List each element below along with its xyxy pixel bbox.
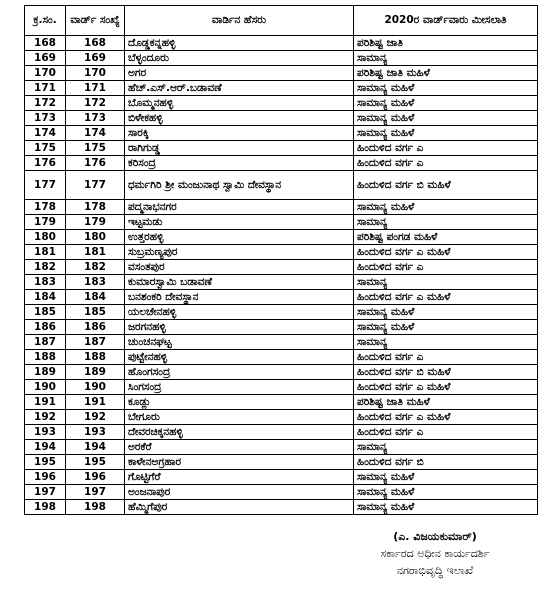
sl-no-cell: 177 xyxy=(25,171,66,200)
table-row xyxy=(25,395,538,410)
ward-no-cell: 193 xyxy=(66,425,125,440)
reservation-cell: ಸಾಮಾನ್ಯ ಮಹಿಳೆ xyxy=(354,485,538,500)
reservation-cell: ಸಾಮಾನ್ಯ ಮಹಿಳೆ xyxy=(354,111,538,126)
sl-no-cell: 198 xyxy=(25,500,66,515)
ward-name-cell: ಸಿಂಗಸಂದ್ರ xyxy=(125,380,354,395)
sl-no-cell: 183 xyxy=(25,275,66,290)
ward-name-cell: ಅಂಜನಾಪುರ xyxy=(125,485,354,500)
ward-name-cell: ಅರಕೆರೆ xyxy=(125,440,354,455)
table-row xyxy=(25,380,538,395)
sl-no-cell: 174 xyxy=(25,126,66,141)
sl-no-cell: 182 xyxy=(25,260,66,275)
reservation-cell: ಹಿಂದುಳಿದ ವರ್ಗ ಎ ಮಹಿಳೆ xyxy=(354,245,538,260)
header-reservation: 2020ರ ವಾರ್ಡ್‌ವಾರು ಮೀಸಲಾತಿ xyxy=(354,6,538,36)
ward-no-cell: 192 xyxy=(66,410,125,425)
sl-no-cell: 172 xyxy=(25,96,66,111)
table-row xyxy=(25,470,538,485)
reservation-cell: ಹಿಂದುಳಿದ ವರ್ಗ ಬಿ ಮಹಿಳೆ xyxy=(354,171,538,200)
ward-name-cell: ಕರಿಸಂದ್ರ xyxy=(125,156,354,171)
ward-name-cell: ರಾಗಿಗುಡ್ಡ xyxy=(125,141,354,156)
table-row xyxy=(25,96,538,111)
reservation-cell: ಹಿಂದುಳಿದ ವರ್ಗ ಎ ಮಹಿಳೆ xyxy=(354,380,538,395)
ward-no-cell: 178 xyxy=(66,200,125,215)
ward-no-cell: 170 xyxy=(66,66,125,81)
ward-no-cell: 168 xyxy=(66,36,125,51)
ward-no-cell: 198 xyxy=(66,500,125,515)
sl-no-cell: 190 xyxy=(25,380,66,395)
table-row xyxy=(25,425,538,440)
table-body xyxy=(25,36,538,515)
reservation-cell: ಹಿಂದುಳಿದ ವರ್ಗ ಎ xyxy=(354,425,538,440)
ward-no-cell: 179 xyxy=(66,215,125,230)
header-ward-no: ವಾರ್ಡ್ ಸಂಖ್ಯೆ xyxy=(66,6,125,36)
table-row xyxy=(25,305,538,320)
sl-no-cell: 178 xyxy=(25,200,66,215)
table-row xyxy=(25,350,538,365)
ward-no-cell: 175 xyxy=(66,141,125,156)
reservation-cell: ಸಾಮಾನ್ಯ ಮಹಿಳೆ xyxy=(354,81,538,96)
sl-no-cell: 193 xyxy=(25,425,66,440)
ward-name-cell: ಧರ್ಮಗಿರಿ ಶ್ರೀ ಮಂಜುನಾಥ ಸ್ವಾಮಿ ದೇವಸ್ಥಾನ xyxy=(125,171,354,200)
ward-reservation-table xyxy=(24,5,538,515)
header-sl-no: ಕ್ರ.ಸಂ. xyxy=(25,6,66,36)
sl-no-cell: 181 xyxy=(25,245,66,260)
table-row xyxy=(25,36,538,51)
ward-name-cell: ದೊಡ್ಡಕನ್ನಹಳ್ಳಿ xyxy=(125,36,354,51)
ward-name-cell: ದೇವರಚಿಕ್ಕನಹಳ್ಳಿ xyxy=(125,425,354,440)
reservation-cell: ಸಾಮಾನ್ಯ ಮಹಿಳೆ xyxy=(354,200,538,215)
table-row xyxy=(25,455,538,470)
ward-name-cell: ವಸಂತಪುರ xyxy=(125,260,354,275)
table-row xyxy=(25,66,538,81)
sl-no-cell: 191 xyxy=(25,395,66,410)
table-row xyxy=(25,81,538,96)
sl-no-cell: 189 xyxy=(25,365,66,380)
sl-no-cell: 192 xyxy=(25,410,66,425)
ward-name-cell: ಬೊಮ್ಮನಹಳ್ಳಿ xyxy=(125,96,354,111)
table-row xyxy=(25,245,538,260)
ward-name-cell: ಬೆಳ್ಳಂದೂರು xyxy=(125,51,354,66)
sl-no-cell: 171 xyxy=(25,81,66,96)
ward-no-cell: 174 xyxy=(66,126,125,141)
ward-no-cell: 187 xyxy=(66,335,125,350)
ward-no-cell: 197 xyxy=(66,485,125,500)
ward-name-cell: ಜರಗನಹಳ್ಳಿ xyxy=(125,320,354,335)
table-row xyxy=(25,365,538,380)
sl-no-cell: 196 xyxy=(25,470,66,485)
reservation-cell: ಹಿಂದುಳಿದ ವರ್ಗ ಎ xyxy=(354,156,538,171)
ward-no-cell: 176 xyxy=(66,156,125,171)
header-ward-name: ವಾರ್ಡಿನ ಹೆಸರು xyxy=(125,6,354,36)
signatory-designation: ಸರ್ಕಾರದ ಅಧೀನ ಕಾರ್ಯದರ್ಶಿ xyxy=(380,547,490,560)
ward-no-cell: 171 xyxy=(66,81,125,96)
ward-name-cell: ಹೆಮ್ಮಿಗೆಪುರ xyxy=(125,500,354,515)
ward-name-cell: ಹೆಚ್.ಎಸ್.ಆರ್.ಬಡಾವಣೆ xyxy=(125,81,354,96)
reservation-cell: ಸಾಮಾನ್ಯ xyxy=(354,275,538,290)
reservation-cell: ಹಿಂದುಳಿದ ವರ್ಗ ಎ ಮಹಿಳೆ xyxy=(354,290,538,305)
ward-no-cell: 172 xyxy=(66,96,125,111)
ward-no-cell: 190 xyxy=(66,380,125,395)
ward-no-cell: 181 xyxy=(66,245,125,260)
ward-no-cell: 186 xyxy=(66,320,125,335)
ward-name-cell: ಕುಮಾರಸ್ವಾಮಿ ಬಡಾವಣೆ xyxy=(125,275,354,290)
reservation-cell: ಸಾಮಾನ್ಯ xyxy=(354,440,538,455)
sl-no-cell: 188 xyxy=(25,350,66,365)
reservation-cell: ಪರಿಶಿಷ್ಟ ಜಾತಿ ಮಹಿಳೆ xyxy=(354,66,538,81)
ward-no-cell: 180 xyxy=(66,230,125,245)
sl-no-cell: 187 xyxy=(25,335,66,350)
ward-name-cell: ಸಾರಕ್ಕಿ xyxy=(125,126,354,141)
sl-no-cell: 173 xyxy=(25,111,66,126)
reservation-cell: ಹಿಂದುಳಿದ ವರ್ಗ ಎ ಮಹಿಳೆ xyxy=(354,410,538,425)
reservation-cell: ಪರಿಶಿಷ್ಟ ಪಂಗಡ ಮಹಿಳೆ xyxy=(354,230,538,245)
reservation-cell: ಹಿಂದುಳಿದ ವರ್ಗ ಎ xyxy=(354,260,538,275)
table-row xyxy=(25,320,538,335)
ward-name-cell: ಚುಂಚನಘಟ್ಟ xyxy=(125,335,354,350)
ward-no-cell: 183 xyxy=(66,275,125,290)
reservation-cell: ಸಾಮಾನ್ಯ ಮಹಿಳೆ xyxy=(354,470,538,485)
reservation-cell: ಸಾಮಾನ್ಯ xyxy=(354,51,538,66)
table-row xyxy=(25,156,538,171)
table-row xyxy=(25,485,538,500)
ward-name-cell: ಹೊಂಗಸಂದ್ರ xyxy=(125,365,354,380)
sl-no-cell: 180 xyxy=(25,230,66,245)
ward-no-cell: 195 xyxy=(66,455,125,470)
ward-no-cell: 182 xyxy=(66,260,125,275)
reservation-cell: ಹಿಂದುಳಿದ ವರ್ಗ ಎ xyxy=(354,141,538,156)
sl-no-cell: 185 xyxy=(25,305,66,320)
ward-name-cell: ಅಗರ xyxy=(125,66,354,81)
ward-name-cell: ಗೊಟ್ಟಿಗೆರೆ xyxy=(125,470,354,485)
ward-no-cell: 184 xyxy=(66,290,125,305)
table-row xyxy=(25,440,538,455)
ward-no-cell: 189 xyxy=(66,365,125,380)
ward-name-cell: ಸುಬ್ರಮಣ್ಯಪುರ xyxy=(125,245,354,260)
sl-no-cell: 169 xyxy=(25,51,66,66)
sl-no-cell: 186 xyxy=(25,320,66,335)
reservation-cell: ಸಾಮಾನ್ಯ ಮಹಿಳೆ xyxy=(354,126,538,141)
reservation-cell: ಸಾಮಾನ್ಯ ಮಹಿಳೆ xyxy=(354,500,538,515)
table-row xyxy=(25,500,538,515)
ward-name-cell: ಪದ್ಮನಾಭನಗರ xyxy=(125,200,354,215)
table-row xyxy=(25,215,538,230)
sl-no-cell: 176 xyxy=(25,156,66,171)
reservation-cell: ಪರಿಶಿಷ್ಟ ಜಾತಿ ಮಹಿಳೆ xyxy=(354,395,538,410)
table-header-row xyxy=(25,6,538,36)
table-row xyxy=(25,200,538,215)
ward-no-cell: 194 xyxy=(66,440,125,455)
signature-block xyxy=(330,529,540,579)
ward-no-cell: 173 xyxy=(66,111,125,126)
table-row xyxy=(25,275,538,290)
reservation-cell: ಹಿಂದುಳಿದ ವರ್ಗ ಎ xyxy=(354,350,538,365)
table-row xyxy=(25,171,538,200)
reservation-cell: ಸಾಮಾನ್ಯ ಮಹಿಳೆ xyxy=(354,96,538,111)
ward-name-cell: ಬನಶಂಕರಿ ದೇವಸ್ಥಾನ xyxy=(125,290,354,305)
sl-no-cell: 179 xyxy=(25,215,66,230)
reservation-cell: ಸಾಮಾನ್ಯ ಮಹಿಳೆ xyxy=(354,305,538,320)
ward-name-cell: ಉತ್ತರಹಳ್ಳಿ xyxy=(125,230,354,245)
sl-no-cell: 170 xyxy=(25,66,66,81)
table-row xyxy=(25,260,538,275)
ward-no-cell: 177 xyxy=(66,171,125,200)
ward-name-cell: ಕೂಡ್ಲು xyxy=(125,395,354,410)
ward-name-cell: ಬಿಳೇಕಹಳ್ಳಿ xyxy=(125,111,354,126)
table-row xyxy=(25,230,538,245)
sl-no-cell: 197 xyxy=(25,485,66,500)
sl-no-cell: 184 xyxy=(25,290,66,305)
sl-no-cell: 175 xyxy=(25,141,66,156)
table-row xyxy=(25,290,538,305)
table-row xyxy=(25,410,538,425)
table-row xyxy=(25,126,538,141)
signatory-name: (ಎ. ವಿಜಯಕುಮಾರ್) xyxy=(393,530,477,543)
ward-name-cell: ಯಲಚೇನಹಳ್ಳಿ xyxy=(125,305,354,320)
table-row xyxy=(25,51,538,66)
ward-no-cell: 188 xyxy=(66,350,125,365)
ward-name-cell: ಕಾಳೇನಅಗ್ರಹಾರ xyxy=(125,455,354,470)
sl-no-cell: 194 xyxy=(25,440,66,455)
table-row xyxy=(25,141,538,156)
reservation-cell: ಪರಿಶಿಷ್ಟ ಜಾತಿ xyxy=(354,36,538,51)
ward-no-cell: 191 xyxy=(66,395,125,410)
reservation-cell: ಸಾಮಾನ್ಯ xyxy=(354,335,538,350)
ward-name-cell: ಇಟ್ಟಮಡು xyxy=(125,215,354,230)
reservation-cell: ಹಿಂದುಳಿದ ವರ್ಗ ಬಿ ಮಹಿಳೆ xyxy=(354,365,538,380)
ward-name-cell: ಪುಟ್ಟೇನಹಳ್ಳಿ xyxy=(125,350,354,365)
ward-name-cell: ಬೇಗೂರು xyxy=(125,410,354,425)
sl-no-cell: 195 xyxy=(25,455,66,470)
signatory-department: ನಗರಾಭಿವೃದ್ಧಿ ಇಲಾಖೆ xyxy=(396,564,474,577)
reservation-cell: ಸಾಮಾನ್ಯ xyxy=(354,215,538,230)
table-row xyxy=(25,111,538,126)
sl-no-cell: 168 xyxy=(25,36,66,51)
ward-no-cell: 196 xyxy=(66,470,125,485)
reservation-cell: ಹಿಂದುಳಿದ ವರ್ಗ ಬಿ xyxy=(354,455,538,470)
ward-no-cell: 169 xyxy=(66,51,125,66)
ward-no-cell: 185 xyxy=(66,305,125,320)
reservation-cell: ಸಾಮಾನ್ಯ ಮಹಿಳೆ xyxy=(354,320,538,335)
table-row xyxy=(25,335,538,350)
